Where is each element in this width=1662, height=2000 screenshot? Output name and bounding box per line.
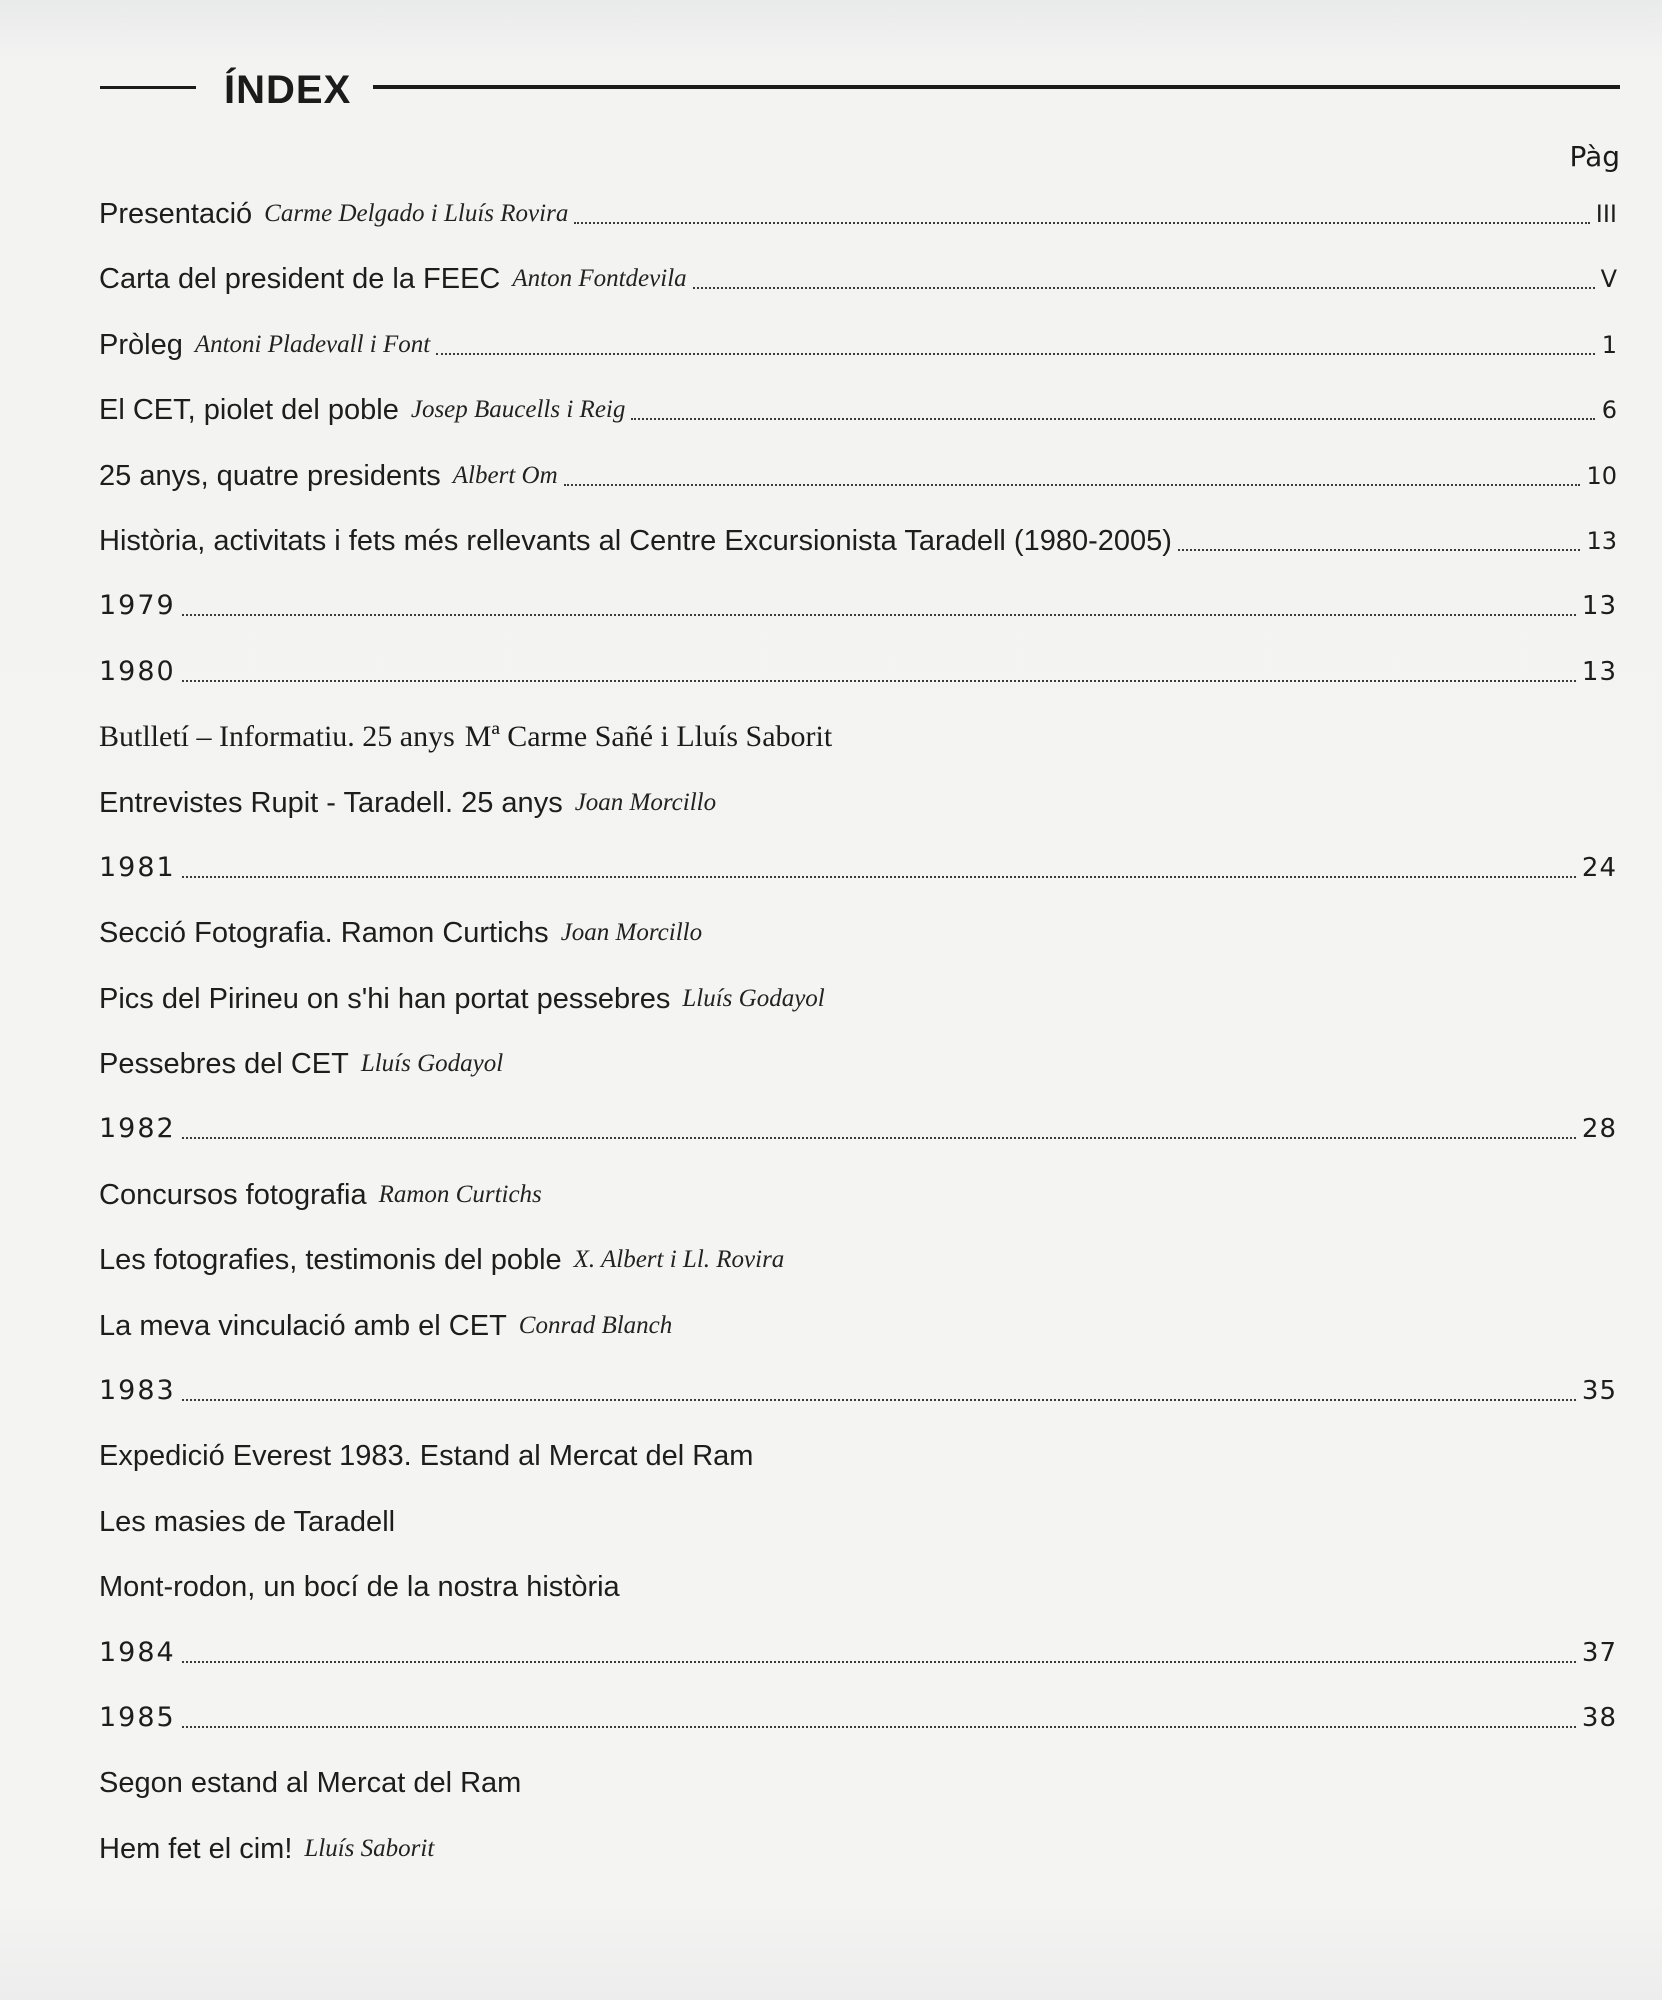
toc-entry[interactable] xyxy=(99,1761,1617,1826)
dot-leader xyxy=(182,650,1576,682)
toc-entry[interactable] xyxy=(99,388,1617,453)
toc-year-entry[interactable] xyxy=(99,846,1617,911)
toc-entry-title: El CET, piolet del poble xyxy=(99,394,399,427)
toc-entry[interactable] xyxy=(99,1500,1617,1565)
toc-year-entry[interactable] xyxy=(99,650,1617,715)
toc-entry-title: La meva vinculació amb el CET xyxy=(99,1309,507,1342)
toc-year-label: 1982 xyxy=(99,1113,176,1145)
toc-entry[interactable] xyxy=(99,1565,1617,1630)
page-column-label: Pàg xyxy=(1569,140,1620,173)
toc-entry-title: Carta del president de la FEEC xyxy=(99,263,501,296)
toc-entry-page: 13 xyxy=(1581,591,1617,622)
toc-entry-page: 10 xyxy=(1586,461,1617,490)
toc-entry-title: Mont-rodon, un bocí de la nostra història xyxy=(99,1571,620,1604)
toc-entry-title: Butlletí – Informatiu. 25 anys xyxy=(99,720,455,754)
toc-year-entry[interactable] xyxy=(99,1696,1617,1761)
toc-entry[interactable] xyxy=(99,454,1617,519)
dot-leader xyxy=(1178,519,1581,551)
toc-entry-title: Pròleg xyxy=(99,328,183,361)
toc-entry-title: Entrevistes Rupit - Taradell. 25 anys xyxy=(99,786,563,819)
toc-entry-author: Lluís Godayol xyxy=(360,1050,504,1078)
toc-year-entry[interactable] xyxy=(99,584,1617,649)
dot-leader xyxy=(436,323,1595,355)
toc-entry-title: 25 anys, quatre presidents xyxy=(99,459,441,492)
toc-entry-page: 38 xyxy=(1581,1702,1617,1733)
toc-year-label: 1981 xyxy=(99,851,176,883)
toc-entry-title: Les fotografies, testimonis del poble xyxy=(99,1244,562,1277)
toc-entry-page: 6 xyxy=(1601,396,1617,425)
toc-entry-page: 13 xyxy=(1586,526,1617,555)
toc-entry[interactable] xyxy=(99,1304,1617,1369)
toc-entry-title: Expedició Everest 1983. Estand al Mercat del Ram xyxy=(99,1440,754,1473)
toc-entry[interactable] xyxy=(99,192,1617,257)
toc-entry-author: Carme Delgado i Lluís Rovira xyxy=(264,200,569,227)
dot-leader xyxy=(631,388,1595,420)
toc-entry[interactable] xyxy=(99,1173,1617,1238)
index-header xyxy=(100,58,1620,114)
dot-leader xyxy=(182,1107,1576,1139)
toc-entry-author: Antoni Pladevall i Font xyxy=(194,330,431,358)
table-of-contents xyxy=(99,192,1617,1892)
toc-entry-title: Pessebres del CET xyxy=(99,1048,349,1081)
toc-entry-author: Albert Om xyxy=(452,461,558,489)
toc-entry-author: Joan Morcillo xyxy=(560,919,703,947)
dot-leader xyxy=(182,1369,1576,1401)
toc-entry[interactable] xyxy=(99,911,1617,976)
toc-entry[interactable] xyxy=(99,257,1617,322)
dot-leader xyxy=(693,257,1595,289)
toc-year-label: 1980 xyxy=(99,655,176,687)
toc-entry[interactable] xyxy=(99,1238,1617,1303)
toc-entry-author: Conrad Blanch xyxy=(518,1311,673,1339)
toc-entry-author: Lluís Godayol xyxy=(682,984,825,1012)
dot-leader xyxy=(182,846,1576,878)
toc-year-label: 1979 xyxy=(99,590,176,622)
toc-entry-page: 28 xyxy=(1581,1114,1617,1145)
toc-entry-title: Concursos fotografia xyxy=(99,1178,367,1211)
toc-entry[interactable] xyxy=(99,519,1617,584)
toc-entry[interactable] xyxy=(99,781,1617,846)
toc-entry-page: 37 xyxy=(1581,1637,1617,1668)
toc-entry-author: Ramon Curtichs xyxy=(378,1180,542,1208)
dot-leader xyxy=(564,454,1581,486)
dot-leader xyxy=(574,192,1589,224)
toc-entry-author: Anton Fontdevila xyxy=(512,265,687,293)
header-rule-right xyxy=(373,85,1620,89)
toc-year-label: 1983 xyxy=(99,1375,176,1407)
toc-entry-page: 13 xyxy=(1581,656,1617,687)
toc-entry-author: X. Albert i Ll. Rovira xyxy=(573,1246,785,1274)
toc-entry-title: Pics del Pirineu on s'hi han portat pessebres xyxy=(99,982,671,1015)
toc-entry-page: 35 xyxy=(1581,1376,1617,1407)
toc-year-entry[interactable] xyxy=(99,1369,1617,1434)
toc-entry-title: Segon estand al Mercat del Ram xyxy=(99,1767,522,1800)
toc-entry[interactable] xyxy=(99,1827,1617,1892)
toc-entry-page: III xyxy=(1595,200,1617,228)
toc-entry-title: Les masies de Taradell xyxy=(99,1505,396,1538)
toc-entry-title: Història, activitats i fets més rellevants al Centre Excursionista Taradell (1980-2005) xyxy=(99,524,1172,557)
dot-leader xyxy=(182,584,1576,616)
toc-entry-page: V xyxy=(1600,265,1617,294)
toc-year-label: 1985 xyxy=(99,1701,176,1733)
header-rule-left xyxy=(100,86,196,89)
toc-entry-title: Secció Fotografia. Ramon Curtichs xyxy=(99,917,549,950)
toc-entry-author: Joan Morcillo xyxy=(574,788,717,816)
toc-entry[interactable] xyxy=(99,323,1617,388)
toc-year-label: 1984 xyxy=(99,1636,176,1668)
toc-entry-title: Presentació xyxy=(99,198,253,230)
toc-year-entry[interactable] xyxy=(99,1107,1617,1172)
toc-entry[interactable] xyxy=(99,715,1617,780)
toc-entry-author: Josep Baucells i Reig xyxy=(410,396,626,424)
toc-entry-author: Lluís Saborit xyxy=(304,1834,435,1862)
toc-year-entry[interactable] xyxy=(99,1631,1617,1696)
toc-entry-author: Mª Carme Sañé i Lluís Saborit xyxy=(464,720,833,754)
dot-leader xyxy=(182,1696,1576,1728)
toc-entry-page: 1 xyxy=(1601,330,1617,359)
toc-entry-title: Hem fet el cim! xyxy=(99,1832,293,1865)
toc-entry[interactable] xyxy=(99,1042,1617,1107)
page-title: ÍNDEX xyxy=(224,68,352,112)
toc-entry[interactable] xyxy=(99,977,1617,1042)
dot-leader xyxy=(182,1631,1576,1663)
toc-entry[interactable] xyxy=(99,1434,1617,1499)
toc-entry-page: 24 xyxy=(1581,852,1617,883)
